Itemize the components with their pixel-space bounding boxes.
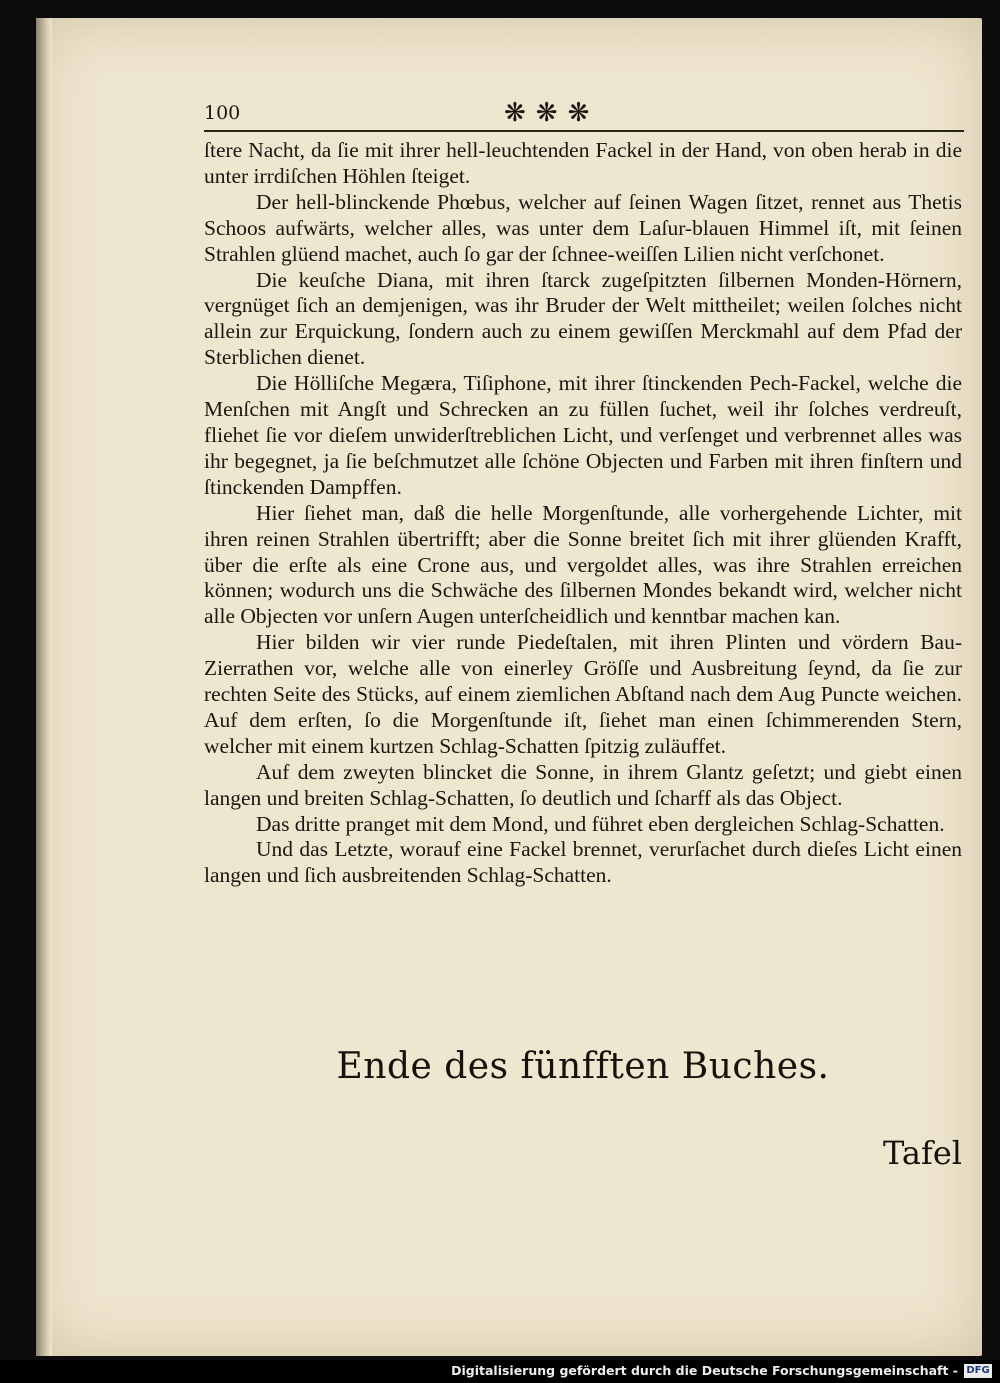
paragraph: ſtere Nacht, da ſie mit ihrer hell-leuchtenden Fackel in der Hand, von oben herab in die unter irrdiſchen Höhlen ſteiget.: [204, 138, 962, 188]
catchword: Tafel: [883, 1134, 962, 1172]
paragraph: Und das Letzte, worauf eine Fackel brennet, verurſachet durch dieſes Licht einen langen und ſich ausbreitenden Schlag-Schatten.: [204, 837, 962, 888]
paragraph: Das dritte pranget mit dem Mond, und führet eben dergleichen Schlag-Schatten.: [256, 811, 945, 836]
header-ornament-icon: ❋❋❋: [504, 98, 600, 128]
paragraph: Hier bilden wir vier runde Piedeſtalen, mit ihren Plinten und vördern Bau-Zierrathen vor, welche alle von einerley Gröſſe und Ausbreitung ſeynd, da ſie zur rechten Seite des Stücks, auf einem ziemlichen Abſtand nach dem Aug Puncte weichen. Auf dem erſten, ſo die Morgenſtunde iſt, ſiehet man einen ſchimmerenden Stern, welcher mit einem kurtzen Schlag-Schatten ſpitzig zuläuffet.: [204, 630, 962, 758]
paragraph: Hier ſiehet man, daß die helle Morgenſtunde, alle vorhergehende Lichter, mit ihren reinen Strahlen übertrifft; aber die Sonne breitet ſich mit ihrer glüenden Krafft, über die erſte als eine Crone aus, und vergoldet alles, was ihre Strahlen erreichen können; wodurch uns die Schwäche des ſilbernen Mondes bekandt wird, welcher nicht alle Objecten vor unſern Augen unterſcheidlich und kenntbar machen kan.: [204, 500, 962, 629]
page-number: 100: [204, 102, 241, 124]
paragraph: Die keuſche Diana, mit ihren ſtarck zugeſpitzten ſilbernen Monden-Hörnern, vergnüget ſich an demjenigen, was ihr Bruder der Welt mittheilet; weilen ſolches nicht allein zur Erquickung, ſondern auch zu einem gewiſſen Merckmahl auf dem Pfad der Sterblichen dienet.: [204, 267, 962, 370]
book-end-heading: Ende des fünfften Buches.: [336, 1046, 830, 1087]
digitization-footer: [0, 1360, 1000, 1383]
paragraph: Die Hölliſche Megæra, Tiſiphone, mit ihrer ſtinckenden Pech-Fackel, welche die Menſchen mit Angſt und Schrecken an zu füllen ſuchet, weil ihr ſolches verdreuſt, fliehet ſie vor dieſem unwiderſtreblichen Licht, und verſenget und verbrennet alles was ihr begegnet, ja ſie beſchmutzet alle ſchöne Objecten und Farben mit ihren finſtern und ſtinckenden Dampffen.: [204, 371, 962, 499]
running-header: [204, 100, 964, 136]
page-gutter-shadow: [36, 18, 52, 1356]
dfg-logo-icon: DFG: [964, 1364, 992, 1378]
paragraph: Der hell-blinckende Phœbus, welcher auf ſeinen Wagen ſitzet, rennet aus Thetis Schoos aufwärts, welcher alles, was unter dem Laſur-blauen Himmel iſt, mit ſeinen Strahlen glüend machet, auch ſo gar der ſchnee-weiſſen Lilien nicht verſchonet.: [204, 189, 962, 266]
footer-credit: Digitalisierung gefördert durch die Deutsche Forschungsgemeinschaft -: [451, 1363, 958, 1378]
paragraph: Auf dem zweyten blincket die Sonne, in ihrem Glantz geſetzt; und giebt einen langen und breiten Schlag-Schatten, ſo deutlich und ſcharff als das Object.: [204, 759, 962, 810]
body-text: [204, 138, 962, 889]
header-rule: [204, 130, 964, 132]
